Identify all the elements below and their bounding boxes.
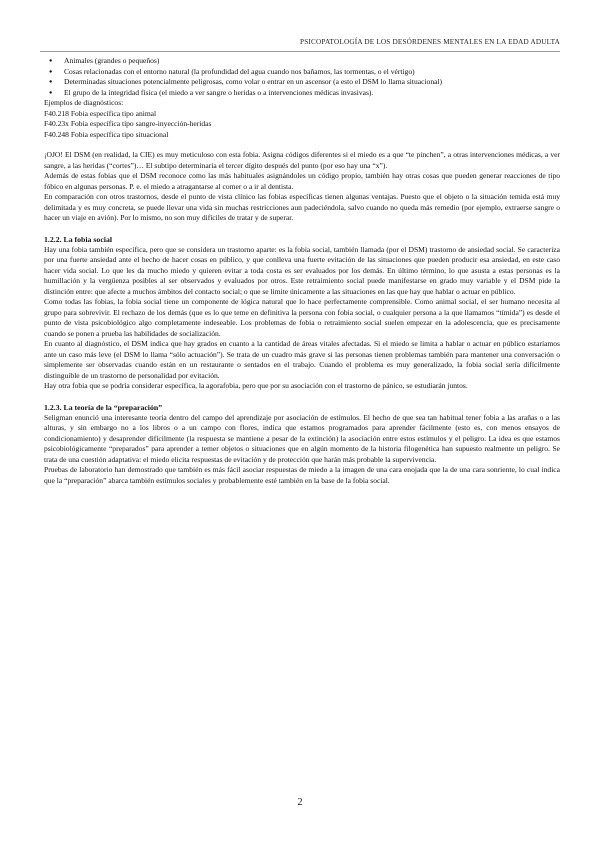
section-heading-social-phobia: 1.2.2. La fobia social [44,234,113,244]
diagnosis-example: F40.248 Fobia específica tipo situacional [44,129,169,139]
paragraph: ¡OJO! El DSM (en realidad, la CIE) es muy meticuloso con esta fobia. Asigna códigos diferentes si el miedo es a que “te pinchen”, a otras intervenciones médicas, a ver sangre, a las heridas (“cortes”)… El subtipo determinaría el tercer dígito después del punto (por eso hay una “x”). [44,150,560,170]
section-heading-preparation: 1.2.3. La teoría de la “preparación” [44,402,163,412]
list-item: ● Animales (grandes o pequeños) [64,56,560,67]
paragraph: Además de estas fobias que el DSM reconoce como las más habituales asignándoles un código propio, también hay otras cosas que pueden generar reacciones de tipo fóbico en algunas personas. P. e. el miedo a atragantarse al comer o a ir al dentista. [44,171,560,191]
header-divider [40,51,560,52]
examples-heading: Ejemplos de diagnósticos: [44,98,124,107]
paragraph: Hay una fobia también específica, pero que se considera un trastorno aparte: es la fobia social, también llamada (por el DSM) trastorno de ansiedad social. Se caracteriza por una fuerte ansiedad ante el hecho de hacer cosas en público, y que conlleva una fuerte evitación de las situaciones que pueden producir esa ansiedad, en este caso hacer vida social. Lo que les da mucho miedo y quieren evitar a toda costa es ser evaluados por los demás. En último término, lo que asusta a estas personas es la humillación y la vergüenza posibles al ser observados y evaluados por otros. Este retraimiento social puede manifestarse en grado muy variable y el DSM pide la distinción entre: que afecte a muchos ámbitos del contacto social; o que se limite únicamente a las situaciones en las que hay que hablar o actuar en público. [44,244,560,296]
list-item: ● El grupo de la integridad física (el miedo a ver sangre o heridas o a intervenciones médicas invasivas). [64,88,560,99]
paragraph: En comparación con otros trastornos, desde el punto de vista clínico las fobias específicas tienen algunas ventajas. Puesto que el objeto o la situación temida está muy delimitada y es muy concreta, se puede llevar una vida sin muchas restricciones aun padeciéndola, salvo cuando no queda más remedio (por ejemplo, extraerse sangre o hacer un viaje en avión). Por lo mismo, no son muy difíciles de tratar y de superar. [44,192,560,222]
paragraph: Pruebas de laboratorio han demostrado que también es más fácil asociar respuestas de miedo a la imagen de una cara enojada que la de una cara sonriente, lo cual indica que la “preparación” abarca también estímulos sociales y probablemente esté también en la base de la fobia social. [44,465,560,485]
page-number: 2 [297,797,303,808]
diagnosis-example: F40.23x Fobia específica tipo sangre-inyección-heridas [44,119,212,128]
diagnosis-example: F40.218 Fobia específica tipo animal [44,108,157,118]
list-item: ● Determinadas situaciones potencialmente peligrosas, como volar o entrar en un ascensor (a esto el DSM lo llama situacional) [64,77,560,88]
paragraph: Seligman enunció una interesante teoría dentro del campo del aprendizaje por asociación de estímulos. El hecho de que sea tan habitual tener fobia a las arañas o a las alturas, y sin embargo no a los libros o a un campo con flores, indica que estamos programados para aprender fácilmente (esto es, con menos ensayos de condicionamiento) y desaprender difícilmente (la respuesta se mantiene a pesar de la extinción) la asociación entre estos estímulos y el peligro. La idea es que estamos psicobiológicamente “preparados” para aprender a temer objetos o situaciones que en algún momento de la historia filogenética han supuesto realmente un peligro. Se trata de una cuestión adaptativa: el miedo elicita respuestas de evitación y de protección que harán más probable la supervivencia. [44,412,560,464]
running-header: PSICOPATOLOGÍA DE LOS DESÓRDENES MENTALES EN LA EDAD ADULTA [300,38,560,46]
list-item: ● Cosas relacionadas con el entorno natural (la profundidad del agua cuando nos bañamos, las tormentas, o el vértigo) [64,67,560,78]
phobia-category-list [44,56,560,98]
page-body [44,56,560,486]
paragraph: Como todas las fobias, la fobia social tiene un componente de lógica natural que lo hace perfectamente comprensible. Como animal social, el ser humano necesita al grupo para sobrevivir. El rechazo de los demás (que es lo que teme en definitiva la persona con fobia social, o cualquier persona a la que llamamos “tímida”) es desde el punto de vista psicobiológico algo completamente indeseable. Los problemas de fobia o retraimiento social suelen empezar en la adolescencia, que es precisamente cuando se ponen a prueba las habilidades de socialización. [44,297,560,338]
paragraph: Hay otra fobia que se podría considerar específica, la agorafobia, pero que por su asociación con el trastorno de pánico, se estudiarán juntos. [44,381,468,390]
paragraph: En cuanto al diagnóstico, el DSM indica que hay grados en cuanto a la cantidad de áreas vitales afectadas. Si el miedo se limita a hablar o actuar en público estaríamos ante un caso más leve (el DSM lo llama “sólo actuación”). Se trata de un cuadro más grave si las personas tienen problemas también para mantener una conversación o simplemente ser observadas cuando están en un restaurante o sentados en el trabajo. Cuando el problema es muy generalizado, la fobia social sería difícilmente distinguible de un trastorno de personalidad por evitación. [44,339,560,380]
